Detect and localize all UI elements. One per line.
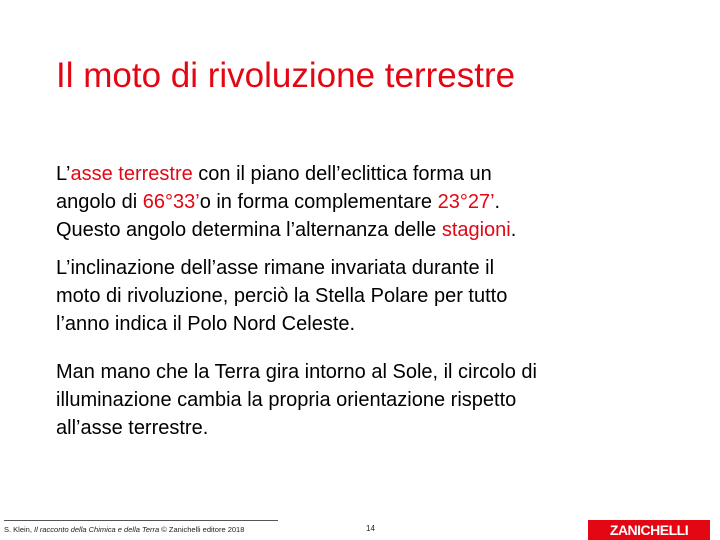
- text-run: L’: [56, 163, 71, 185]
- zanichelli-logo: ZANICHELLI: [588, 520, 710, 540]
- text-line: [56, 216, 696, 244]
- paragraph-illumination: [56, 358, 696, 442]
- credit-book-title: Il racconto della Chimica e della Terra: [34, 525, 160, 534]
- slide-title: Il moto di rivoluzione terrestre: [56, 56, 516, 95]
- highlight-asse-terrestre: asse terrestre: [70, 163, 193, 185]
- text-run: Questo angolo determina l’alternanza delle: [56, 219, 442, 241]
- footer-credit: [4, 525, 244, 535]
- text-line: all’asse terrestre.: [56, 417, 209, 439]
- text-run: .: [510, 219, 517, 241]
- text-line: Man mano che la Terra gira intorno al Sole, il circolo di: [56, 361, 537, 383]
- slide-footer: [0, 520, 720, 540]
- highlight-angle-66: 66°33’: [142, 191, 200, 213]
- credit-publisher: © Zanichelli editore 2018: [159, 525, 245, 534]
- footer-divider: [4, 520, 278, 521]
- text-run: .: [494, 191, 501, 213]
- text-run: angolo di: [56, 191, 143, 213]
- highlight-stagioni: stagioni: [441, 219, 511, 241]
- text-line: moto di rivoluzione, perciò la Stella Polare per tutto: [56, 285, 508, 307]
- paragraph-inclination: [56, 254, 696, 338]
- highlight-angle-23: 23°27’: [437, 191, 495, 213]
- credit-author: S. Klein,: [4, 525, 35, 534]
- text-line: [56, 188, 696, 216]
- text-line: illuminazione cambia la propria orientazione rispetto: [56, 389, 517, 411]
- page-number: 14: [366, 524, 375, 533]
- text-run: o in forma complementare: [199, 191, 438, 213]
- text-run: con il piano dell’eclittica forma un: [192, 163, 492, 185]
- text-line: l’anno indica il Polo Nord Celeste.: [56, 313, 356, 335]
- text-line: [56, 160, 696, 188]
- text-line: L’inclinazione dell’asse rimane invariata durante il: [56, 257, 495, 279]
- paragraph-axis-angle: [56, 160, 696, 244]
- slide-body: [56, 160, 696, 442]
